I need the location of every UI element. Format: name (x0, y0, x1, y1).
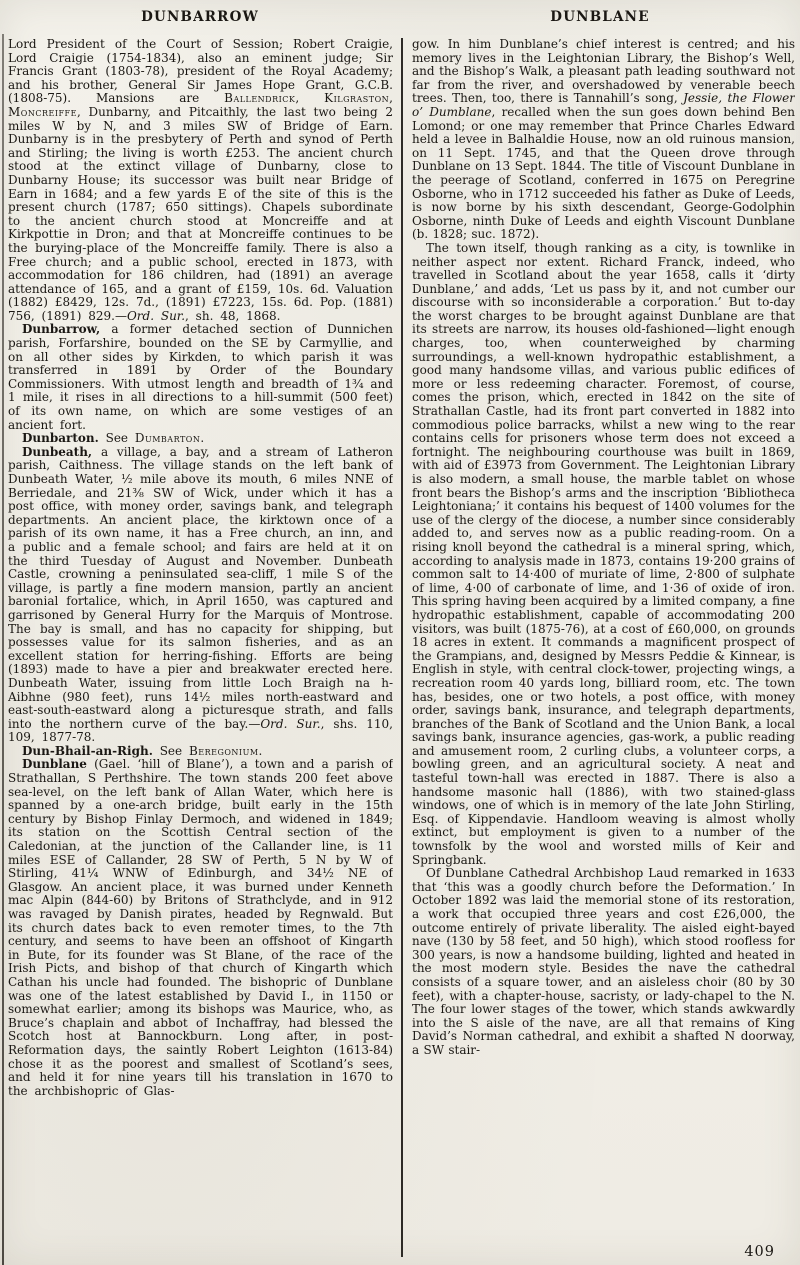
text-segment: Kilgraston (324, 91, 390, 106)
text-segment: Lord President of the Court of Session; Robert Craigie, Lord Craigie (1754-1834), also an eminent judge; Sir Francis Grant (1803-78), president of the Royal Academy; and his brother, General Sir James Hope Grant, G.C.B. (1808-75). Mansions are (8, 38, 393, 106)
entry-dunbarny-continuation (8, 38, 393, 323)
right-column (412, 38, 795, 1257)
text-segment: (Gael. ‘hill of Blane’), a town and a parish of Strathallan, S Perthshire. The town stands 200 feet above sea-level, on the left bank of Allan Water, which here is spanned by a one-arch bridge, built early in the 15th century by Bishop Finlay Dermoch, and widened in 1849; its station on the Scottish Central section of the Caledonian, at the junction of the Callander line, is 11 miles ESE of Callander, 28 SW of Perth, 5 N by W of Stirling, 41¼ WNW of Edinburgh, and 34½ NE of Glasgow. An ancient place, it was burned under Kenneth mac Alpin (844-60) by Britons of Strathclyde, and in 912 was ravaged by Danish pirates, headed by Regnwald. But its church dates back to even remoter times, to the 7th century, and seems to have been an offshoot of Kingarth in Bute, for its founder was St Blane, of the race of the Irish Picts, and bishop of that church of Kingarth which Cathan his uncle had founded. The bishopric of Dunblane was one of the latest established by David I., in 1150 or somewhat earlier; among its bishops was Maurice, who, as Bruce’s chaplain and abbot of Inchaffray, had blessed the Scotch host at Bannockburn. Long after, in post-Reformation days, the saintly Robert Leighton (1613-84) chose it as the poorest and smallest of Scotland’s sees, and held it for nine years till his translation in 1670 to the archbishopric of Glas- (8, 757, 393, 1098)
entry-name: Dunbeath, (22, 444, 93, 459)
left-column (8, 38, 393, 1257)
entry-dunbarrow (8, 323, 393, 432)
text-columns (8, 38, 795, 1257)
text-segment: Of Dunblane Cathedral Archbishop Laud remarked in 1633 that ‘this was a goodly church before the Deformation.’ In October 1892 was laid the memorial stone of its restoration, a work that occupied three years and cost £26,000, the outcome entirely of private liberality. The aisled eight-bayed nave (130 by 58 feet, and 50 high), which stood roofless for 300 years, is now a handsome building, lighted and heated in the most modern style. Besides the nave the cathedral consists of a square tower, and an aisleless choir (80 by 30 feet), with a chapter-house, sacristy, or lady-chapel to the N. The four lower stages of the tower, which stands awkwardly into the S aisle of the nave, are all that remains of King David’s Norman cathedral, and exhibit a shafted N doorway, a SW stair- (412, 866, 795, 1057)
column-divider-rule (401, 38, 403, 1257)
running-heads (0, 0, 800, 25)
entry-dunblane (8, 758, 393, 1098)
text-segment: gow. In him Dunblane’s chief interest is centred; and his memory lives in the Leightonian Library, the Bishop’s Well, and the Bishop’s Walk, a pleasant path leading southward not far from the river, and overshadowed by venerable beech trees. Then, too, there is Tannahill’s song, (412, 38, 795, 106)
text-segment: a village, a bay, and a stream of Latheron parish, Caithness. The village stands on the left bank of Dunbeath Water, ½ mile above its mouth, 6 miles NNE of Berriedale, and 21⅜ SW of Wick, under which it has a post office, with money order, savings bank, and telegraph departments. An ancient place, the kirktown once of a parish of its own name, it has a Free church, an inn, and a public and a female school; and fairs are held at it on the third Tuesday of August and November. Dunbeath Castle, crowning a peninsulated sea-cliff, 1 mile S of the village, is partly a fine modern mansion, partly an ancient baronial fortalice, which, in April 1650, was captured and garrisoned by General Hurry for the Marquis of Montrose. The bay is small, and has no capacity for shipping, but possesses value for its salmon fisheries, and as an excellent station for herring-fishing. Efforts are being (1893) made to have a pier and breakwater erected here. Dunbeath Water, issuing from little Loch Braigh na h-Aibhne (980 feet), runs 14½ miles north-eastward and east-south-eastward along a picturesque strath, and falls into the northern curve of the bay.— (8, 444, 393, 731)
text-segment: Ord. Sur. (126, 308, 186, 323)
text-segment: a former detached section of Dunnichen parish, Forfarshire, bounded on the SE by Carmyllie, and on all other sides by Kirkden, to which parish it was transferred in 1891 by Order of the Boundary Commissioners. With utmost length and breadth of 1¾ and 1 mile, it rises in all directions to a hill-summit (500 feet) of its own name, on which are some vestiges of an ancient fort. (8, 322, 393, 432)
entry-dunblane-continuation (412, 38, 795, 242)
entry-name: Dunbarton. (22, 431, 99, 446)
entry-name: Dunblane (22, 757, 87, 772)
text-segment: The town itself, though ranking as a city, is townlike in neither aspect nor extent. Richard Franck, indeed, who travelled in Scotland about the year 1658, calls it ‘dirty Dunblane,’ and adds, ‘Let us pass by it, and not cumber our discourse with so inconsiderable a corporation.’ But to-day the worst charges to be brought against Dunblane are that its streets are narrow, its houses old-fashioned—light enough charges, too, when counterweighed by charming surroundings, a well-known hydropathic establishment, a good many handsome villas, and various public edifices of more or less redeeming character. Foremost, of course, comes the prison, which, erected in 1842 on the site of Strathallan Castle, had its front part converted in 1882 into commodious police barracks, whilst a new wing to the rear contains cells for prisoners whose term does not exceed a fortnight. The neighbouring courthouse was built in 1869, with aid of £3973 from Government. The Leightonian Library is also modern, a small house, the marble tablet on whose front bears the Bishop’s arms and the inscription ‘Bibliotheca Leightoniana;’ it contains his bequest of 1400 volumes for the use of the clergy of the diocese, a number since considerably added to, and serves now as a public reading-room. On a rising knoll beyond the cathedral is a mineral spring, which, according to analysis made in 1873, contains 19·200 grains of common salt to 14·400 of muriate of lime, 2·800 of sulphate of lime, 4·00 of carbonate of lime, and 1·36 of oxide of iron. This spring having been acquired by a limited company, a fine hydropathic establishment, capable of accommodating 200 visitors, was built (1875-76), at a cost of £60,000, on grounds 18 acres in extent. It commands a magnificent prospect of the Grampians, and, designed by Messrs Peddie & Kinnear, is English in style, with central clock-tower, projecting wings, a recreation room 40 yards long, billiard room, etc. The town has, besides, one or two hotels, a post office, with money order, savings bank, insurance, and telegraph departments, branches of the Bank of Scotland and the Union Bank, a local savings bank, insurance agencies, gas-work, a public reading and amusement room, 2 curling clubs, a volunteer corps, a bowling green, and an agricultural society. A neat and tasteful town-hall was erected in 1887. There is also a handsome masonic hall (1886), with two stained-glass windows, one of which is in memory of the late John Stirling, Esq. of Kippendavie. Handloom weaving is almost wholly extinct, but employment is given to a number of the townsfolk by the wool and worsted mills of Keir and Springbank. (412, 240, 795, 867)
text-segment: Ord. Sur. (260, 716, 321, 731)
text-segment: Beregonium (188, 743, 259, 758)
dunblane-cathedral-paragraph (412, 867, 795, 1057)
text-segment: , sh. 48, 1868. (185, 308, 281, 323)
dunblane-town-paragraph (412, 242, 795, 867)
page-number: 409 (744, 1244, 775, 1260)
text-segment: See (152, 743, 189, 758)
running-head-right: DUNBLANE (550, 9, 650, 25)
page-edge-line (2, 34, 4, 1265)
text-segment: Dumbarton (134, 431, 201, 446)
text-segment: , (295, 91, 325, 106)
text-segment: Ballendrick (224, 91, 296, 106)
text-segment: , (389, 91, 393, 106)
text-segment: . (200, 431, 205, 446)
text-segment: See (98, 431, 135, 446)
entry-dun-bhail-an-righ (8, 745, 393, 759)
text-segment: , Dunbarny, and Pitcaithly, the last two being 2 miles W by N, and 3 miles SW of Bridge of Earn. Dunbarny is in the presbytery of Perth and synod of Perth and Stirling; the living is worth £253. The ancient church stood at the extinct village of Dunbarny, close to Dunbarny House; its successor was built near Bridge of Earn in 1684; and a few yards E of the site of this is the present church (1787; 650 sittings). Chapels subordinate to the ancient church stood at Moncreiffe and at Kirkpottie in Dron; and that at Moncreiffe continues to be the burying-place of the Moncreiffe family. There is also a Free church; and a public school, erected in 1873, with accommodation for 186 children, had (1891) an average attendance of 165, and a grant of £159, 10s. 6d. Valuation (1882) £8429, 12s. 7d., (1891) £7223, 15s. 6d. Pop. (1881) 756, (1891) 829.— (8, 104, 393, 323)
entry-name: Dunbarrow, (22, 322, 101, 337)
entry-dunbarton (8, 432, 393, 446)
text-segment: Moncreiffe (8, 104, 77, 119)
text-segment: , shs. 110, 109, 1877-78. (8, 716, 393, 745)
text-segment: Jessie, the Flower o’ Dumblane (412, 91, 795, 119)
running-head-left: DUNBARROW (141, 9, 259, 25)
entry-name: Dun-Bhail-an-Righ. (22, 743, 153, 758)
text-segment: , recalled when the sun goes down behind Ben Lomond; or one may remember that Prince Charles Edward held a levee in Balhaldie House, now an old ruinous mansion, on 11 Sept. 1745, and that the Queen drove through Dunblane on 13 Sept. 1844. The title of Viscount Dunblane in the peerage of Scotland, conferred in 1675 on Peregrine Osborne, who in 1712 succeeded his father as Duke of Leeds, is now borne by his sixth descendant, George-Godolphin Osborne, ninth Duke of Leeds and eighth Viscount Dunblane (b. 1828; suc. 1872). (412, 104, 795, 242)
entry-dunbeath (8, 446, 393, 745)
text-segment: . (258, 743, 263, 758)
